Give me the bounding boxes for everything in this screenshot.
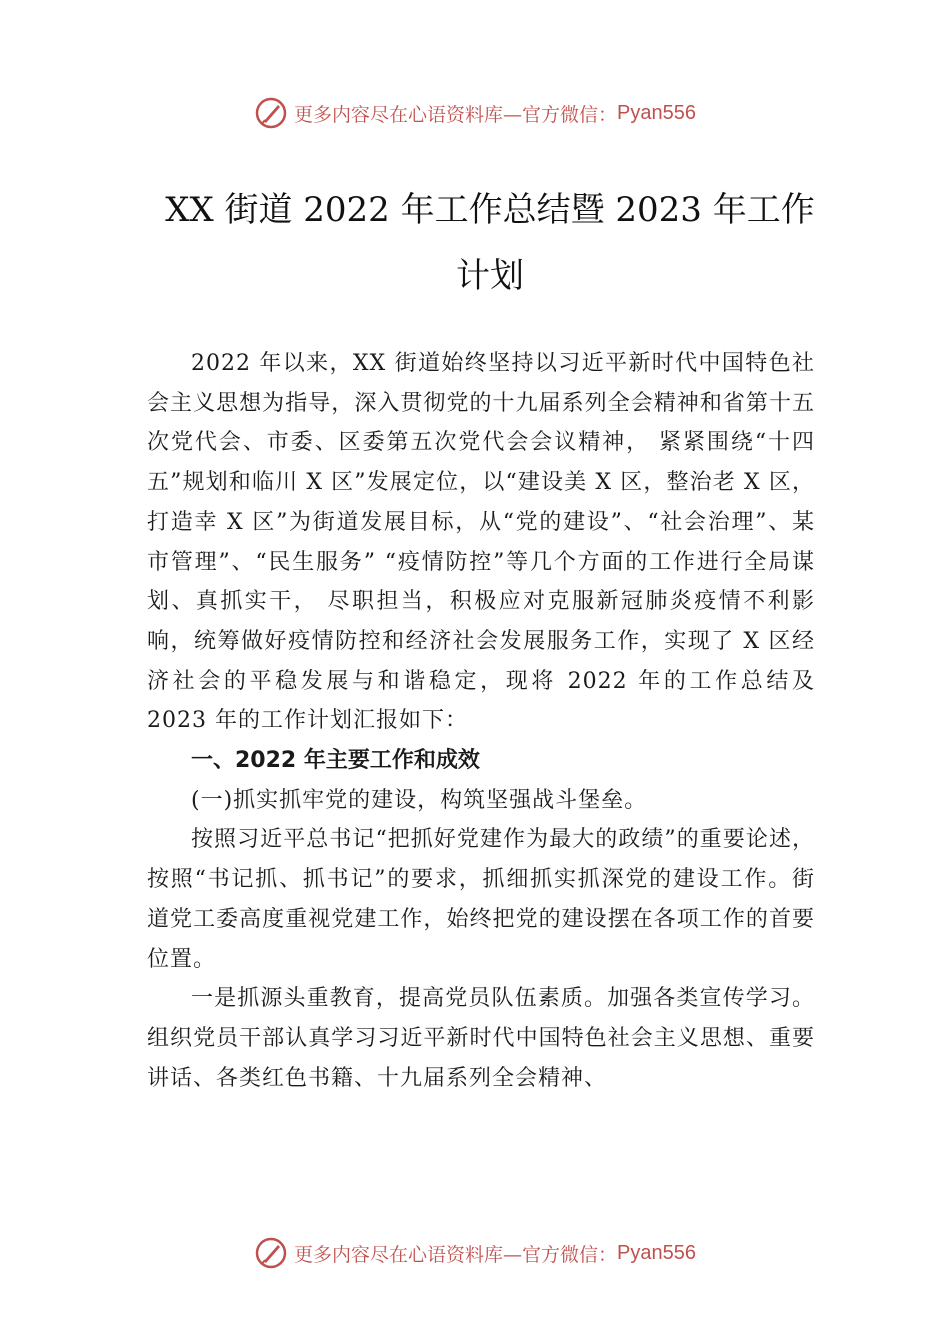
section-heading: 一、2022 年主要工作和成效 xyxy=(191,748,480,774)
paragraph: 一是抓源头重教育，提高党员队伍素质。加强各类宣传学习。组织党员干部认真学习习近平新时代中国特色社会主义思想、重要讲话、各类红色书籍、十九届系列全会精神、 xyxy=(147,986,815,1091)
document-body xyxy=(147,344,815,1098)
watermark-footer xyxy=(0,1236,950,1270)
quill-logo-icon xyxy=(254,1236,288,1270)
watermark-header xyxy=(0,96,950,130)
paragraph-intro: 2022 年以来，XX 街道始终坚持以习近平新时代中国特色社会主义思想为指导，深入贯彻党的十九届系列全会精神和省第十五次党代会、市委、区委第五次党代会会议精神， 紧紧围绕“十四五”规划和临川 X 区”发展定位，以“建设美 X 区，整治老 X 区，打造幸 X 区”为街道发展目标，从“党的建设”、“社会治理”、某市管理”、“民生服务” “疫情防控”等几个方面的工作进行全局谋划、真抓实干， 尽职担当，积极应对克服新冠肺炎疫情不利影响，统筹做好疫情防控和经济社会发展服务工作，实现了 X 区经济社会的平稳发展与和谐稳定，现将 2022 年的工作总结及 2023 年的工作计划汇报如下： xyxy=(147,351,815,734)
watermark-text: 更多内容尽在心语资料库—官方微信： xyxy=(294,103,618,126)
paragraph: 按照习近平总书记“把抓好党建作为最大的政绩”的重要论述，按照“书记抓、抓书记”的要求，抓细抓实抓深党的建设工作。街道党工委高度重视党建工作，始终把党的建设摆在各项工作的首要位置。 xyxy=(147,827,815,972)
document-title-line2: 计划 xyxy=(456,256,524,296)
document-title-line1: XX 街道 2022 年工作总结暨 2023 年工作 xyxy=(165,190,815,230)
subsection-heading: (一)抓实抓牢党的建设，构筑坚强战斗堡垒。 xyxy=(191,787,648,813)
watermark-handle: Pyan556 xyxy=(617,101,696,124)
quill-logo-icon xyxy=(254,96,288,130)
watermark-text: 更多内容尽在心语资料库—官方微信： xyxy=(294,1243,618,1266)
watermark-handle: Pyan556 xyxy=(617,1241,696,1264)
